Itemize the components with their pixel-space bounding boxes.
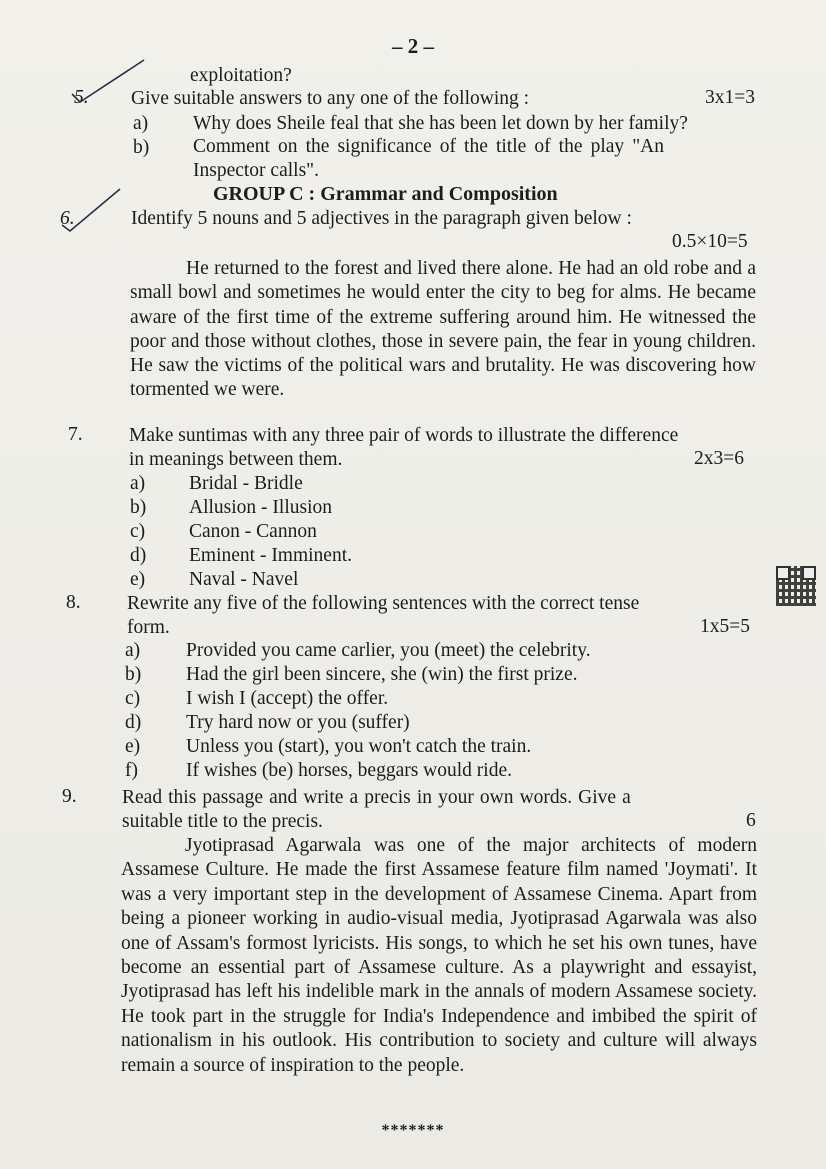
question-5-item-a: Why does Sheile feal that she has been let down by her family?: [193, 113, 688, 134]
question-5-marks: 3x1=3: [705, 87, 755, 108]
question-7-item-b: Allusion - Illusion: [189, 497, 333, 518]
item-label: c): [130, 521, 146, 542]
question-8-line2: form.: [127, 617, 170, 638]
question-9-marks: 6: [746, 810, 756, 831]
item-label: c): [125, 688, 141, 709]
question-8-item-e: Unless you (start), you won't catch the train.: [186, 736, 532, 757]
tick-mark-icon: [40, 185, 130, 235]
item-label: b): [130, 497, 147, 518]
question-6-marks: 0.5×10=5: [672, 231, 748, 252]
question-7-marks: 2x3=6: [694, 448, 744, 469]
question-number-7: 7.: [68, 424, 83, 445]
item-label: d): [125, 712, 142, 733]
question-6-passage: He returned to the forest and lived there alone. He had an old robe and a small bowl and sometimes he would enter the city to beg for alms. He became aware of the first time of the extreme suffering around him. He witnessed the poor and those without clothes, those in severe pain, the fear in young children. He saw the victims of the political wars and brutality. He was discovering how tormented we were.: [130, 258, 756, 401]
item-label: b): [133, 137, 150, 158]
item-label: d): [130, 545, 147, 566]
q4-tail: exploitation?: [190, 65, 292, 86]
question-9-passage: Jyotiprasad Agarwala was one of the major architects of modern Assamese Culture. He made the first Assamese feature film named 'Joymati'. It was a very important step in the development of Assamese Cinema. Apart from being a pioneer working in audio-visual media, Jyotiprasad Agarwala was also one of Assam's formost lyricists. His songs, to which he set his own tunes, have become an essential part of Assamese culture. As a playwright and essayist, Jyotiprasad has left his indelible mark in the annals of modern Assamese society. He took part in the struggle for India's Independence and imbibed the spirit of nationalism in his outlook. His contribution to society and culture will always remain a source of inspiration to the people.: [121, 835, 757, 1076]
question-7-item-c: Canon - Cannon: [189, 521, 317, 542]
question-8-item-f: If wishes (be) horses, beggars would ride.: [186, 760, 512, 781]
question-8-item-c: I wish I (accept) the offer.: [186, 688, 389, 709]
question-7-item-e: Naval - Navel: [189, 569, 299, 590]
qr-code-icon: [776, 566, 816, 606]
group-c-heading: GROUP C : Grammar and Composition: [213, 183, 558, 205]
question-7-line1: Make suntimas with any three pair of words to illustrate the difference: [129, 425, 679, 446]
question-5-text: Give suitable answers to any one of the following :: [131, 88, 530, 109]
question-5-item-b-line2: Inspector calls".: [193, 160, 319, 181]
question-number-5: 5.: [74, 87, 89, 108]
question-9-line1: Read this passage and write a precis in your own words. Give a: [122, 787, 631, 808]
item-label: a): [130, 473, 146, 494]
question-7-line2: in meanings between them.: [129, 449, 343, 470]
question-number-6: 6.: [60, 208, 75, 229]
question-9-line2: suitable title to the precis.: [122, 811, 323, 832]
item-label: b): [125, 664, 142, 685]
item-label: e): [130, 569, 146, 590]
question-7-item-d: Eminent - Imminent.: [189, 545, 353, 566]
question-5-item-b-line1: Comment on the significance of the title of the play "An: [193, 136, 665, 157]
question-7-item-a: Bridal - Bridle: [189, 473, 303, 494]
question-number-9: 9.: [62, 786, 77, 807]
question-number-8: 8.: [66, 592, 81, 613]
page-number: – 2 –: [392, 34, 434, 58]
item-label: f): [125, 760, 138, 781]
question-8-marks: 1x5=5: [700, 616, 750, 637]
question-6-text: Identify 5 nouns and 5 adjectives in the paragraph given below :: [131, 208, 632, 229]
question-8-item-d: Try hard now or you (suffer): [186, 712, 410, 733]
end-marker: *******: [381, 1122, 445, 1139]
item-label: a): [133, 113, 149, 134]
question-8-line1: Rewrite any five of the following sentences with the correct tense: [127, 593, 640, 614]
question-8-item-a: Provided you came carlier, you (meet) the celebrity.: [186, 640, 591, 661]
item-label: a): [125, 640, 141, 661]
question-8-item-b: Had the girl been sincere, she (win) the first prize.: [186, 664, 578, 685]
item-label: e): [125, 736, 141, 757]
